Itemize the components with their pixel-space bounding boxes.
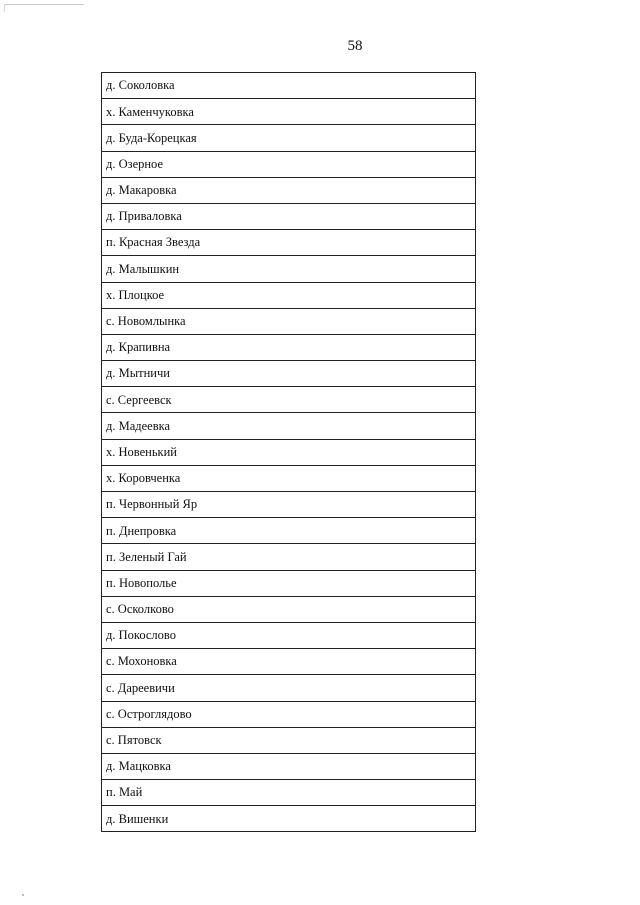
table-row (102, 518, 475, 544)
table-row (102, 178, 475, 204)
settlement-name-cell: д. Вишенки (106, 811, 169, 826)
settlement-name-cell: п. Май (106, 785, 143, 800)
table-row (102, 728, 475, 754)
settlement-name-cell: д. Покослово (106, 628, 176, 643)
table-row (102, 361, 475, 387)
table-row (102, 466, 475, 492)
scan-speck (22, 894, 24, 896)
table-row (102, 675, 475, 701)
settlement-name-cell: с. Сергеевск (106, 392, 172, 407)
table-row (102, 623, 475, 649)
settlement-name-cell: д. Малышкин (106, 261, 180, 276)
settlement-name-cell: д. Мытничи (106, 366, 170, 381)
settlement-name-cell: х. Коровченка (106, 471, 181, 486)
settlement-name-cell: с. Дареевичи (106, 680, 175, 695)
table-row (102, 309, 475, 335)
settlement-name-cell: с. Новомлынка (106, 314, 186, 329)
table-row (102, 806, 475, 832)
table-row (102, 597, 475, 623)
table-row (102, 413, 475, 439)
table-row (102, 125, 475, 151)
settlement-name-cell: п. Новополье (106, 575, 177, 590)
settlement-name-cell: д. Мацковка (106, 759, 171, 774)
scan-edge-mark-vertical (4, 4, 5, 12)
table-row (102, 256, 475, 282)
settlement-name-cell: д. Мадеевка (106, 418, 171, 433)
settlement-name-cell: д. Приваловка (106, 209, 182, 224)
table-row (102, 204, 475, 230)
settlement-name-cell: х. Плоцкое (106, 287, 165, 302)
table-row (102, 387, 475, 413)
table-row (102, 492, 475, 518)
settlement-name-cell: х. Новенький (106, 444, 177, 459)
settlement-name-cell: с. Мохоновка (106, 654, 177, 669)
table-row (102, 335, 475, 361)
settlements-table (101, 72, 476, 832)
table-row (102, 99, 475, 125)
table-row (102, 440, 475, 466)
page-number: 58 (347, 38, 363, 54)
table-row (102, 230, 475, 256)
settlement-name-cell: с. Осколково (106, 602, 174, 617)
table-row (102, 152, 475, 178)
settlement-name-cell: п. Зеленый Гай (106, 549, 187, 564)
settlement-name-cell: х. Каменчуковка (106, 104, 194, 119)
table-row (102, 780, 475, 806)
settlement-name-cell: д. Макаровка (106, 183, 177, 198)
table-row (102, 73, 475, 99)
table-row (102, 702, 475, 728)
settlement-name-cell: д. Озерное (106, 156, 164, 171)
settlement-name-cell: с. Пятовск (106, 733, 162, 748)
settlement-name-cell: п. Червонный Яр (106, 497, 198, 512)
settlement-name-cell: п. Днепровка (106, 523, 177, 538)
table-row (102, 544, 475, 570)
scan-edge-mark (4, 4, 84, 5)
settlement-name-cell: с. Остроглядово (106, 706, 192, 721)
settlement-name-cell: п. Красная Звезда (106, 235, 201, 250)
table-row (102, 649, 475, 675)
table-row (102, 283, 475, 309)
settlement-name-cell: д. Буда-Корецкая (106, 130, 197, 145)
settlement-name-cell: д. Соколовка (106, 78, 175, 93)
table-row (102, 571, 475, 597)
table-row (102, 754, 475, 780)
settlement-name-cell: д. Крапивна (106, 340, 171, 355)
